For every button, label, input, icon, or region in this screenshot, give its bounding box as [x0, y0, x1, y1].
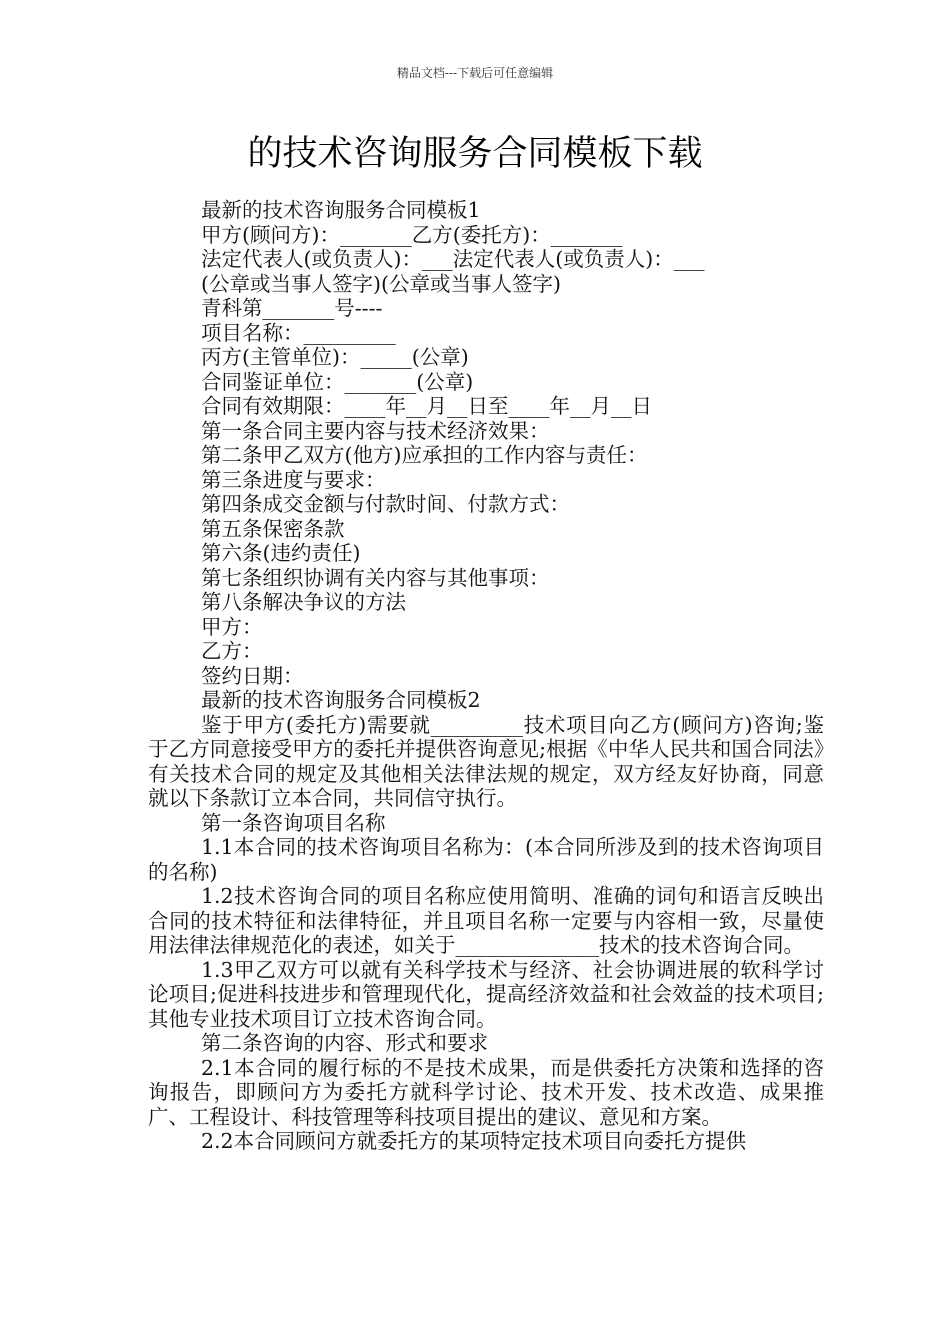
article-4-line: 第四条成交金额与付款时间、付款方式：	[201, 492, 570, 516]
template-1-heading: 最新的技术咨询服务合同模板1	[201, 198, 481, 222]
section-1-heading: 第一条咨询项目名称	[201, 810, 386, 835]
article-6-line: 第六条(违约责任)	[201, 541, 361, 565]
verification-line: 合同鉴证单位：_______(公章)	[201, 369, 474, 394]
section-2-heading: 第二条咨询的内容、形式和要求	[201, 1031, 488, 1055]
validity-line: 合同有效期限：____年__月__日至____年__月__日	[201, 394, 652, 418]
project-name-line: 项目名称：_________	[201, 320, 396, 345]
article-2-line: 第二条甲乙双方(他方)应承担的工作内容与责任：	[201, 443, 648, 467]
clause-1-3: 1.3甲乙双方可以就有关科学技术与经济、社会协调进展的软科学讨论项目;促进科技进步和管理现代化，提高经济效益和社会效益的技术项目;其他专业技术项目订立技术咨询合同。	[148, 957, 824, 1031]
party-a-signature: 甲方：	[201, 614, 263, 639]
party-line: 甲方(顾问方)：_______乙方(委托方)：_______	[201, 222, 623, 247]
document-body	[148, 198, 824, 1154]
signing-date: 签约日期：	[201, 663, 304, 688]
template-2-heading: 最新的技术咨询服务合同模板2	[201, 688, 481, 712]
representative-line: 法定代表人(或负责人)：___法定代表人(或负责人)：___	[201, 247, 705, 271]
clause-1-1: 1.1本合同的技术咨询项目名称为：(本合同所涉及到的技术咨询项目的名称)	[148, 835, 824, 884]
article-5-line: 第五条保密条款	[201, 516, 345, 541]
preamble-paragraph: 鉴于甲方(委托方)需要就_________技术项目向乙方(顾问方)咨询;鉴于乙方同意接受甲方的委托并提供咨询意见;根据《中华人民共和国合同法》有关技术合同的规定及其他相关法律法规的规定，双方经友好协商，同意就以下条款订立本合同，共同信守执行。	[148, 712, 824, 810]
page-header: 精品文档---下载后可任意编辑	[396, 66, 554, 80]
article-1-line: 第一条合同主要内容与技术经济效果：	[201, 418, 550, 443]
article-3-line: 第三条进度与要求：	[201, 467, 386, 492]
seal-line: (公章或当事人签字)(公章或当事人签字)	[201, 271, 561, 296]
clause-2-2: 2.2本合同顾问方就委托方的某项特定技术项目向委托方提供	[201, 1129, 747, 1153]
article-8-line: 第八条解决争议的方法	[201, 590, 406, 614]
clause-2-1: 2.1本合同的履行标的不是技术成果，而是供委托方决策和选择的咨询报告，即顾问方为委托方就科学讨论、技术开发、技术改造、成果推广、工程设计、科技管理等科技项目提出的建议、意见和方案。	[148, 1055, 824, 1129]
contract-number-line: 青科第_______号----	[201, 296, 383, 320]
clause-1-2: 1.2技术咨询合同的项目名称应使用简明、准确的词句和语言反映出合同的技术特征和法律特征，并且项目名称一定要与内容相一致，尽量使用法律法律规范化的表述，如关于______________技术的技术咨询合同。	[148, 884, 824, 957]
article-7-line: 第七条组织协调有关内容与其他事项：	[201, 565, 550, 590]
document-title: 的技术咨询服务合同模板下载	[247, 134, 703, 174]
party-b-signature: 乙方：	[201, 639, 263, 663]
supervisor-line: 丙方(主管单位)：_____(公章)	[201, 345, 469, 369]
